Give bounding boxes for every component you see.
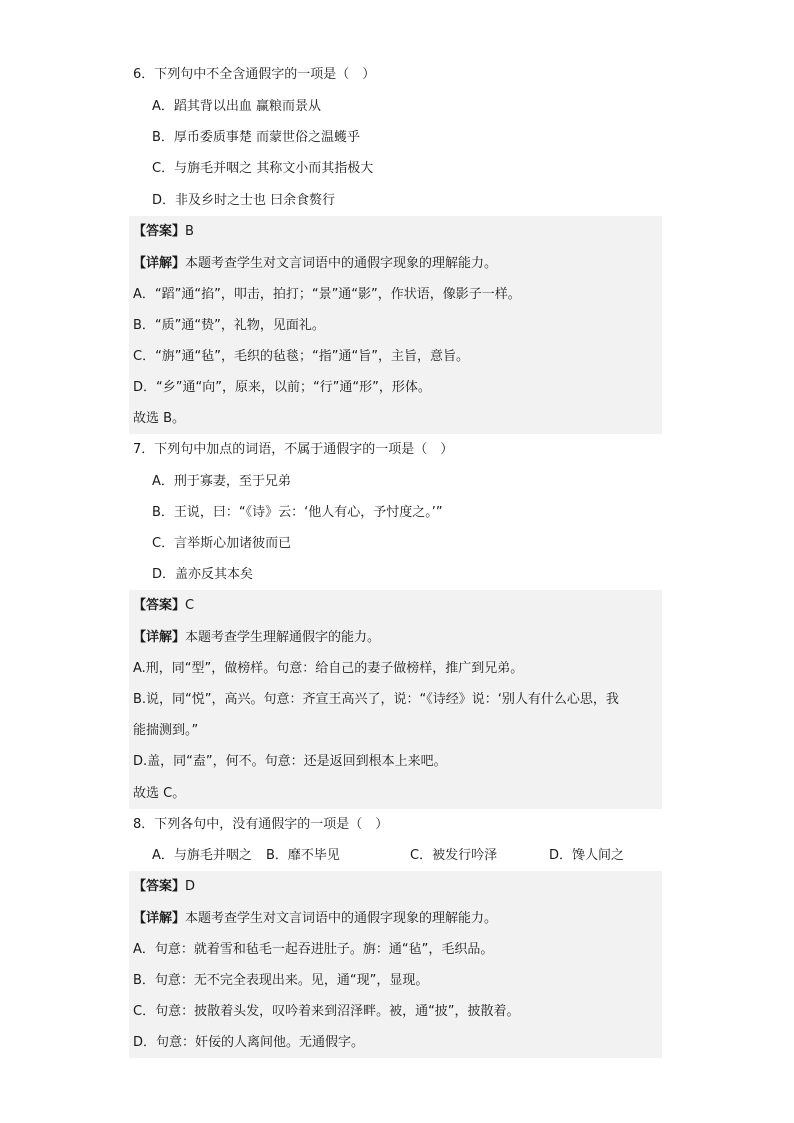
detail-label: 【详解】 (133, 911, 186, 926)
question-8-explanation-line: A．句意：就着雪和毡毛一起吞进肚子。旃：通“毡”，毛织品。 (133, 942, 494, 957)
question-8-stem: 8．下列各句中，没有通假字的一项是（ ） (133, 817, 389, 832)
question-7-explanation-line: 能揣测到。” (133, 723, 199, 738)
detail-text: 本题考查学生对文言词语中的通假字现象的理解能力。 (185, 256, 498, 271)
question-6-option-d: D．非及乡时之士也 曰余食赘行 (152, 193, 336, 208)
answer-value: C (185, 598, 195, 613)
detail-label: 【详解】 (133, 256, 186, 271)
question-6-conclusion: 故选 B。 (133, 411, 186, 426)
question-7-explanation-line: D.盖，同“盍”，何不。句意：还是返回到根本上来吧。 (133, 754, 447, 769)
question-6-option-b: B．厚币委质事楚 而蒙世俗之温蠖乎 (152, 130, 361, 145)
question-8-option-b: B．靡不毕见 (266, 848, 340, 863)
answer-label: 【答案】 (133, 598, 186, 613)
question-8-detail (133, 903, 497, 934)
question-6-option-c: C．与旃毛并咽之 其称文小而其指极大 (152, 161, 374, 176)
question-7-answer (133, 590, 194, 621)
question-6-explanation-line: D．“乡”通“向”，原来，以前；“行”通“形”，形体。 (133, 380, 431, 395)
answer-label: 【答案】 (133, 879, 186, 894)
detail-label: 【详解】 (133, 630, 186, 645)
question-8-explanation-line: B．句意：无不完全表现出来。见，通“现”，显现。 (133, 973, 429, 988)
question-6-stem: 6．下列句中不全含通假字的一项是（ ） (133, 67, 376, 82)
question-7-option-b: B．王说，曰：“《诗》云：‘他人有心，予忖度之。’” (152, 505, 443, 520)
question-8-option-d: D．馋人间之 (549, 848, 625, 863)
question-7-explanation-line: A.刑，同“型”，做榜样。句意：给自己的妻子做榜样，推广到兄弟。 (133, 661, 524, 676)
answer-value: B (185, 224, 194, 239)
question-8-explanation-line: D．句意：奸佞的人离间他。无通假字。 (133, 1035, 365, 1050)
question-8-answer (133, 871, 195, 902)
question-7-detail (133, 622, 380, 653)
question-7-explanation-line: B.说，同“悦”，高兴。句意：齐宣王高兴了，说：“《诗经》说：‘别人有什么心思，我 (133, 692, 619, 707)
answer-label: 【答案】 (133, 224, 186, 239)
detail-text: 本题考查学生对文言词语中的通假字现象的理解能力。 (185, 911, 498, 926)
question-6-explanation-line: A．“蹈”通“掐”，叩击，拍打；“景”通“影”，作状语，像影子一样。 (133, 287, 521, 302)
answer-value: D (185, 879, 196, 894)
question-7-option-c: C．言举斯心加诸彼而已 (152, 536, 292, 551)
question-8-explanation-line: C．句意：披散着头发，叹吟着来到沼泽畔。被，通“披”，披散着。 (133, 1004, 520, 1019)
question-6-answer (133, 216, 194, 247)
question-6-explanation-line: C．“旃”通“毡”，毛织的毡毯；“指”通“旨”，主旨，意旨。 (133, 349, 469, 364)
question-8-option-c: C．被发行吟泽 (410, 848, 498, 863)
detail-text: 本题考查学生理解通假字的能力。 (185, 630, 381, 645)
question-7-conclusion: 故选 C。 (133, 786, 186, 801)
question-6-option-a: A．蹈其背以出血 赢粮而景从 (152, 99, 322, 114)
question-6-detail (133, 248, 497, 279)
question-7-option-a: A．刑于寡妻，至于兄弟 (152, 474, 291, 489)
question-6-explanation-line: B．“质”通“贽”，礼物，见面礼。 (133, 318, 325, 333)
question-7-option-d: D．盖亦反其本矣 (152, 567, 254, 582)
question-7-stem: 7．下列句中加点的词语，不属于通假字的一项是（ ） (133, 442, 454, 457)
question-8-option-a: A．与旃毛并咽之 (152, 848, 252, 863)
